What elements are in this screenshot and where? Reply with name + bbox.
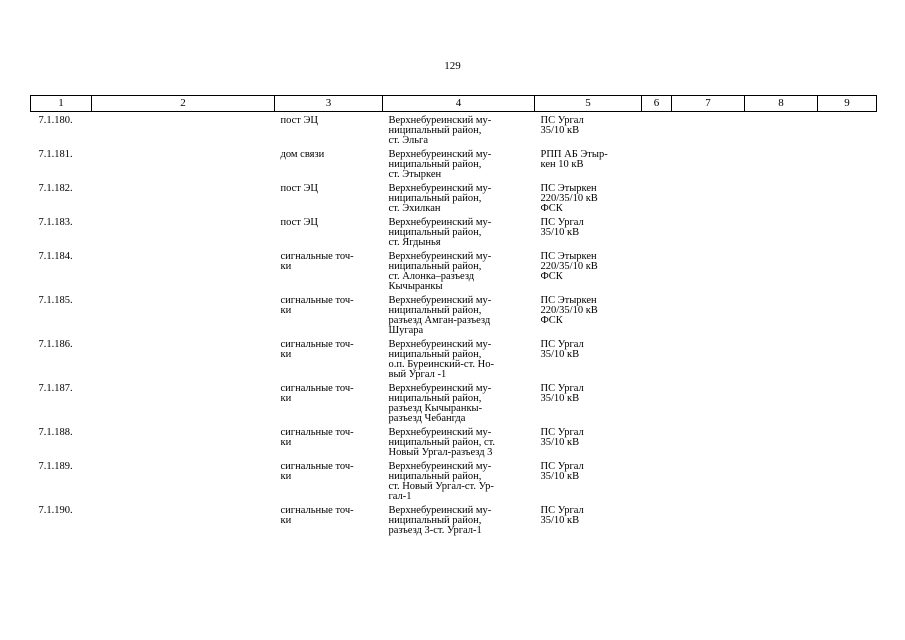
cell-col2	[92, 462, 275, 506]
column-header-4: 4	[383, 96, 535, 112]
cell-col6	[642, 112, 672, 151]
row-number: 7.1.188.	[38, 427, 73, 438]
row-number: 7.1.190.	[38, 505, 73, 516]
object-type: сигнальные точ- ки	[280, 251, 354, 272]
cell-col2	[92, 506, 275, 540]
table-row	[31, 184, 877, 218]
cell-col7	[672, 150, 745, 184]
cell-col8	[745, 252, 818, 296]
cell-col6	[642, 150, 672, 184]
cell-col6	[642, 184, 672, 218]
cell-col7	[672, 428, 745, 462]
object-type: пост ЭЦ	[280, 115, 319, 126]
cell-col6	[642, 218, 672, 252]
cell-col6	[642, 296, 672, 340]
cell-col9	[818, 150, 877, 184]
header-row	[31, 96, 877, 112]
cell-col7	[672, 506, 745, 540]
cell-col9	[818, 218, 877, 252]
cell-col2	[92, 384, 275, 428]
cell-col9	[818, 384, 877, 428]
table-body	[31, 112, 877, 541]
row-number: 7.1.183.	[38, 217, 73, 228]
object-type: пост ЭЦ	[280, 217, 319, 228]
cell-col9	[818, 112, 877, 151]
cell-col6	[642, 252, 672, 296]
row-number: 7.1.181.	[38, 149, 73, 160]
row-number: 7.1.187.	[38, 383, 73, 394]
table-row	[31, 112, 877, 151]
power-source: ПС Этыркен 220/35/10 кВ ФСК	[540, 295, 598, 326]
cell-col2	[92, 112, 275, 151]
power-source: ПС Ургал 35/10 кВ	[540, 339, 584, 360]
cell-col8	[745, 506, 818, 540]
table-row	[31, 252, 877, 296]
object-location: Верхнебуреинский му- ниципальный район, ст. Этыркен	[388, 149, 492, 180]
cell-col8	[745, 428, 818, 462]
object-type: пост ЭЦ	[280, 183, 319, 194]
cell-col7	[672, 252, 745, 296]
object-location: Верхнебуреинский му- ниципальный район, ст. Эхилкан	[388, 183, 492, 214]
cell-col7	[672, 296, 745, 340]
cell-col9	[818, 296, 877, 340]
column-header-8: 8	[745, 96, 818, 112]
cell-col6	[642, 506, 672, 540]
column-header-2: 2	[92, 96, 275, 112]
table-row	[31, 150, 877, 184]
cell-col6	[642, 340, 672, 384]
cell-col8	[745, 384, 818, 428]
table-row	[31, 218, 877, 252]
power-source: РПП АБ Этыр- кен 10 кВ	[540, 149, 608, 170]
object-type: сигнальные точ- ки	[280, 505, 354, 526]
object-type: сигнальные точ- ки	[280, 295, 354, 316]
cell-col7	[672, 462, 745, 506]
cell-col8	[745, 340, 818, 384]
object-type: сигнальные точ- ки	[280, 427, 354, 448]
cell-col7	[672, 218, 745, 252]
object-type: сигнальные точ- ки	[280, 461, 354, 482]
column-header-6: 6	[642, 96, 672, 112]
object-location: Верхнебуреинский му- ниципальный район, ст. Ягдынья	[388, 217, 492, 248]
object-type: дом связи	[280, 149, 325, 160]
object-location: Верхнебуреинский му- ниципальный район, ст. Новый Ургал-ст. Ур- гал-1	[388, 461, 494, 502]
cell-col7	[672, 384, 745, 428]
power-source: ПС Ургал 35/10 кВ	[540, 217, 584, 238]
data-table	[30, 95, 877, 540]
table-row	[31, 296, 877, 340]
cell-col7	[672, 112, 745, 151]
cell-col8	[745, 184, 818, 218]
row-number: 7.1.182.	[38, 183, 73, 194]
cell-col2	[92, 428, 275, 462]
column-header-5: 5	[535, 96, 642, 112]
object-location: Верхнебуреинский му- ниципальный район, ст. Эльга	[388, 115, 492, 146]
table-row	[31, 340, 877, 384]
column-header-9: 9	[818, 96, 877, 112]
cell-col6	[642, 428, 672, 462]
table-row	[31, 384, 877, 428]
cell-col7	[672, 340, 745, 384]
table-row	[31, 506, 877, 540]
cell-col7	[672, 184, 745, 218]
column-header-3: 3	[275, 96, 383, 112]
cell-col2	[92, 252, 275, 296]
row-number: 7.1.184.	[38, 251, 73, 262]
cell-col9	[818, 184, 877, 218]
cell-col6	[642, 384, 672, 428]
cell-col8	[745, 218, 818, 252]
cell-col9	[818, 462, 877, 506]
object-location: Верхнебуреинский му- ниципальный район, разъезд 3-ст. Ургал-1	[388, 505, 492, 536]
row-number: 7.1.189.	[38, 461, 73, 472]
cell-col9	[818, 340, 877, 384]
power-source: ПС Ургал 35/10 кВ	[540, 115, 584, 136]
column-header-7: 7	[672, 96, 745, 112]
object-location: Верхнебуреинский му- ниципальный район, ст. Новый Ургал-разъезд 3	[388, 427, 496, 458]
power-source: ПС Ургал 35/10 кВ	[540, 461, 584, 482]
table-header	[31, 96, 877, 112]
cell-col8	[745, 462, 818, 506]
power-source: ПС Ургал 35/10 кВ	[540, 505, 584, 526]
cell-col2	[92, 218, 275, 252]
object-type: сигнальные точ- ки	[280, 383, 354, 404]
row-number: 7.1.185.	[38, 295, 73, 306]
row-number: 7.1.186.	[38, 339, 73, 350]
cell-col9	[818, 506, 877, 540]
power-source: ПС Ургал 35/10 кВ	[540, 427, 584, 448]
cell-col9	[818, 252, 877, 296]
page-number: 129	[444, 60, 461, 72]
object-location: Верхнебуреинский му- ниципальный район, разъезд Амган-разъезд Шугара	[388, 295, 492, 336]
cell-col8	[745, 296, 818, 340]
cell-col6	[642, 462, 672, 506]
power-source: ПС Ургал 35/10 кВ	[540, 383, 584, 404]
object-type: сигнальные точ- ки	[280, 339, 354, 360]
table-row	[31, 462, 877, 506]
cell-col2	[92, 296, 275, 340]
table-row	[31, 428, 877, 462]
object-location: Верхнебуреинский му- ниципальный район, разъезд Кычыранкы- разъезд Чебангда	[388, 383, 492, 424]
column-header-1: 1	[31, 96, 92, 112]
power-source: ПС Этыркен 220/35/10 кВ ФСК	[540, 183, 598, 214]
object-location: Верхнебуреинский му- ниципальный район, о.п. Буреинский-ст. Но- вый Ургал -1	[388, 339, 494, 380]
cell-col2	[92, 150, 275, 184]
row-number: 7.1.180.	[38, 115, 73, 126]
cell-col9	[818, 428, 877, 462]
cell-col2	[92, 340, 275, 384]
object-location: Верхнебуреинский му- ниципальный район, ст. Алонка–разъезд Кычыранкы	[388, 251, 492, 292]
cell-col8	[745, 150, 818, 184]
cell-col8	[745, 112, 818, 151]
power-source: ПС Этыркен 220/35/10 кВ ФСК	[540, 251, 598, 282]
cell-col2	[92, 184, 275, 218]
